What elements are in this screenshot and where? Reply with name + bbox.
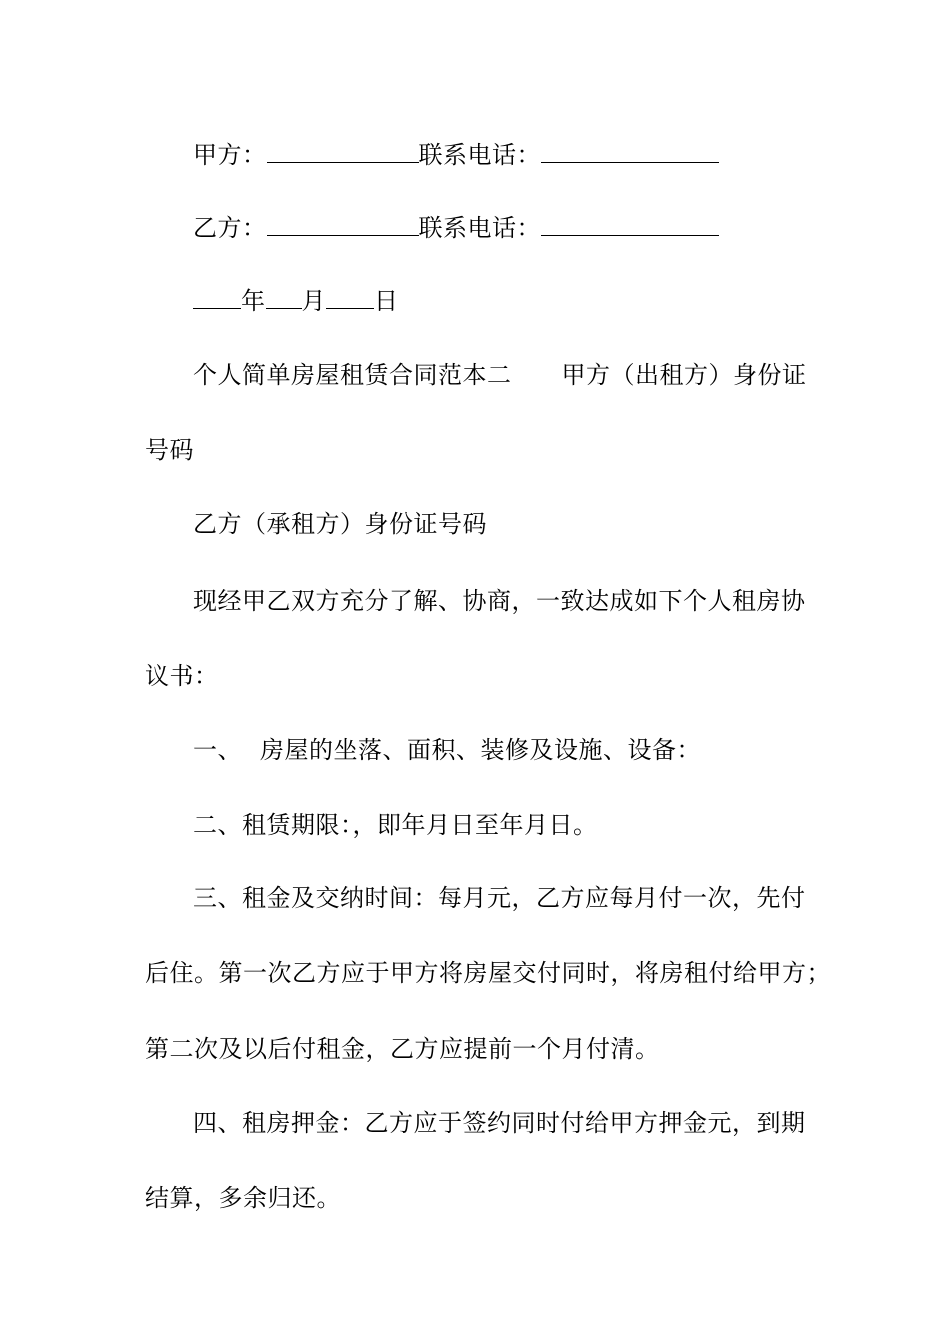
- year-label: 年: [241, 287, 266, 315]
- clause-2-text: 二、租赁期限：，即年月日至年月日。: [193, 811, 598, 839]
- clause-4-text-2: 结算，多余归还。: [145, 1184, 341, 1212]
- clause-3-line-2: [145, 957, 831, 989]
- clause-1-text: 房屋的坐落、面积、装修及设施、设备：: [260, 736, 701, 764]
- party-b-id-text: 乙方（承租方）身份证号码: [193, 510, 487, 538]
- contract-title: 个人简单房屋租赁合同范本二: [193, 361, 512, 389]
- intro-text-2: 议书：: [145, 662, 219, 690]
- party-a-id-cont-line: [145, 434, 825, 466]
- month-label: 月: [301, 287, 326, 315]
- party-b-signature-line: [193, 211, 833, 244]
- intro-line-1: [193, 585, 833, 617]
- day-label: 日: [374, 287, 399, 315]
- party-a-id-text: 甲方（出租方）身份证: [561, 361, 807, 389]
- year-blank: [193, 284, 241, 309]
- intro-line-2: [145, 660, 825, 692]
- party-b-id-line: [193, 508, 833, 540]
- clause-2-line: [193, 809, 833, 841]
- date-line: [193, 284, 833, 317]
- clause-3-text-3: 第二次及以后付租金，乙方应提前一个月付清。: [145, 1035, 660, 1063]
- clause-3-text-1: 三、租金及交纳时间：每月元，乙方应每月付一次，先付: [193, 884, 806, 912]
- party-b-phone-label: 联系电话：: [418, 214, 541, 242]
- party-a-id-cont: 号码: [145, 436, 194, 464]
- party-a-phone-label: 联系电话：: [418, 141, 541, 169]
- title-line: [193, 359, 833, 391]
- clause-3-line-3: [145, 1033, 825, 1065]
- clause-4-line-1: [193, 1107, 833, 1139]
- month-blank: [266, 284, 302, 309]
- clause-1-line: [193, 734, 833, 766]
- clause-3-line-1: [193, 882, 833, 914]
- intro-text-1: 现经甲乙双方充分了解、协商，一致达成如下个人租房协: [193, 587, 806, 615]
- party-b-phone-blank: [541, 211, 719, 236]
- party-a-signature-line: [193, 138, 833, 171]
- clause-1-number: 一、: [193, 736, 242, 764]
- clause-4-text-1: 四、租房押金：乙方应于签约同时付给甲方押金元，到期: [193, 1109, 806, 1137]
- party-b-name-blank: [267, 211, 419, 236]
- clause-4-line-2: [145, 1182, 825, 1214]
- party-b-label: 乙方：: [193, 214, 267, 242]
- party-a-phone-blank: [541, 138, 719, 163]
- party-a-label: 甲方：: [193, 141, 267, 169]
- party-a-name-blank: [267, 138, 419, 163]
- day-blank: [326, 284, 374, 309]
- clause-3-text-2: 后住。第一次乙方应于甲方将房屋交付同时，将房租付给甲方；: [145, 959, 831, 987]
